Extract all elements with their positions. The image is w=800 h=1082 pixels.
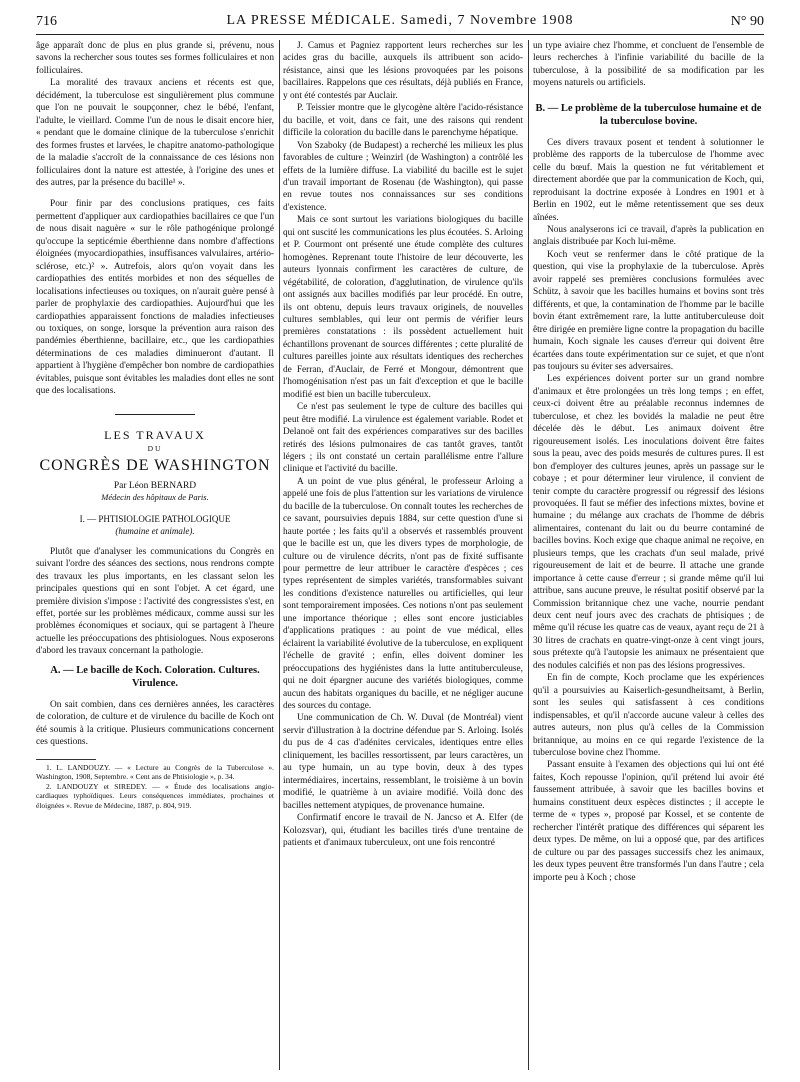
paragraph: On sait combien, dans ces dernières années, les caractères de coloration, de culture et de virulence du bacille de Koch ont été soumis à la critique. Plusieurs communications concernent ces questions. — [36, 699, 274, 748]
subsection-heading: B. — Le problème de la tuberculose humaine et de la tuberculose bovine. — [535, 102, 762, 127]
article-heading-du: DU — [147, 443, 163, 453]
paragraph: Nous analyserons ici ce travail, d'après la publication en anglais distribuée par Koch lui-même. — [533, 224, 764, 248]
subsection-heading: A. — Le bacille de Koch. Coloration. Cultures. Virulence. — [50, 664, 260, 689]
paragraph: Une communication de Ch. W. Duval (de Montréal) vient servir d'illustration à la doctrine défendue par S. Arloing. Isolés du pus de 4 cas d'adénites cervicales, identiques entre elles cliniquement, les bacilles ressortissent, par leurs caractères, un au type humain, un au type bovin, deux à des types intermédiaires, incertains, ressemblant, le troisième à un bovin modifié, le quatrième à un aviaire modifié. Voilà donc des bacilles nettement atypiques, de provenance humaine. — [283, 713, 523, 811]
page-header — [36, 12, 764, 35]
page-number: 716 — [36, 14, 57, 29]
paragraph: Ce n'est pas seulement le type de culture des bacilles qui peut être modifié. La virulence est également variable. Rodet et Delanoë ont fait des expériences comparatives sur des bacilles retirés des lésions pulmonaires de cas tantôt graves, tantôt légers ; ils ont constaté un certain parallélisme entre l'allure clinique et l'activité du bacille. — [283, 402, 523, 475]
column-2 — [283, 40, 523, 849]
issue-number: N° 90 — [730, 14, 764, 29]
paragraph: En fin de compte, Koch proclame que les expériences qu'il a poursuivies au Kaiserlich-gesundheitsamt, à Berlin, sont les seules qui satisfassent à ces conditions indispensables, et qu'il n'accorde aucune valeur à celles des autres auteurs, non plus qu'à celles de la Commission britannique, au moins en ce qui regarde l'existence de la tuberculose bovine chez l'homme. — [533, 673, 764, 759]
paragraph: Mais ce sont surtout les variations biologiques du bacille qui ont suscité les communications les plus écoutées. S. Arloing et P. Courmont ont présenté une étude complète des cultures homogènes. Reprenant toute l'histoire de leur découverte, les auteurs lyonnais confirment les caractères de culture, de végétabilité, de coloration, d'agglutination, de virulence qu'ils ont assignés aux bacilles modifiés par leur procédé. En outre, ils ont obtenu, depuis leurs travaux originels, de nouvelles cultures semblables, qui leur ont permis de vérifier leurs premières constatations : ils possèdent actuellement huit échantillons provenant de sources différentes ; cette pluralité de cultures pareilles jointe aux résultats identiques des recherches de Ferran, d'Auclair, de Ferré et Mongour, démontrent que l'homogénisation n'est pas un fait d'exception et que le bacille modifié est bien un bacille tuberculeux. — [283, 215, 523, 400]
paragraph: Passant ensuite à l'examen des objections qui lui ont été faites, Koch repousse l'opinion, qu'il prétend lui avoir été faussement attribuée, à savoir que les bacilles bovins et humains constituent deux espèces distinctes ; il accepte le terme de « types », proposé par Kossel, et se contente de rechercher l'intérêt pratique des différences qui séparent les deux types. De même, on lui a opposé que, par des artifices de culture ou par des passages successifs chez les animaux, les deux types peuvent être transformés l'un dans l'autre ; cela importe peu à Koch ; chose — [533, 760, 764, 883]
footnote: 2. LANDOUZY et SIREDEY. — « Étude des localisations angio-cardiaques typhoïdiques. Leurs conséquences immédiates, prochaines et éloignées ». Revue de Médecine, 1887, p. 804, 919. — [36, 781, 274, 810]
column-divider — [528, 40, 529, 1070]
footnote-rule — [36, 759, 96, 760]
column-divider — [279, 40, 280, 1070]
article-heading: LES TRAVAUX — [104, 427, 206, 442]
paragraph: La moralité des travaux anciens et récents est que, décidément, la tuberculose est singulièrement plus commune que l'on ne pouvait le soupçonner, chez le bébé, l'enfant, l'adulte, le vieillard. Comme l'un de nous le disait encore hier, « pendant que le domaine clinique de la tuberculose s'enrichit des formes frustes et larvées, le chapitre anatomo-pathologique de la maladie s'accroît de la connaissance de ces lésions non folliculaires dont la nature est attestée, à l'origine des unes et des autres, par la présence du bacille¹ ». — [36, 78, 274, 188]
paragraph: Koch veut se renfermer dans le côté pratique de la question, qui vise la prophylaxie de la tuberculose. Après avoir rappelé ses premières conclusions formulées avec Schütz, à savoir que les bacilles humains et bovins sont très différents, et que, la contamination de l'homme par le bacille bovin étant extrêmement rare, la lutte antituberculeuse doit être dirigée en première ligne contre la propagation du bacille humain, Koch signale les causes d'erreur qui doivent être écartées dans toute expérimentation sur ce sujet, et que n'ont pas toujours su éviter ses adversaires. — [533, 249, 764, 372]
article-title: CONGRÈS DE WASHINGTON — [39, 456, 271, 474]
paragraph: A un point de vue plus général, le professeur Arloing a appelé une fois de plus l'attention sur les variations de virulence du bacille de la tuberculose. On connaît toutes les recherches de ce savant, poursuivies depuis 1884, sur cette question d'une si haute portée ; les faits qu'il a observés et rassemblés prouvent que le bacille est un, que les divers types de morphologie, de culture ou de virulence décrits, n'ont pas de fixité suffisante pour permettre de leur attribuer le caractère d'espèces ; ces types représentent de simples variétés, transformables suivant les conditions d'existence naturelles ou artificielles, qui leur sont temporairement imposées. Ces notions n'ont pas seulement une importance théorique ; elles sont encore justiciables d'applications pratiques : au point de vue médical, elles éclairent la variabilité évolutive de la tuberculose, en expliquent l'échelle de gravité ; enfin, elles doivent dominer les préoccupations des hygiénistes dans la lutte antituberculeuse, qui ne doit épargner aucune des variétés biologiques, comme aucun des habitats organiques du bacille, et ne négliger aucune des sources du contage. — [283, 476, 523, 712]
footnote: 1. L. LANDOUZY. — « Lecture au Congrès de la Tuberculose ». Washington, 1908, Septembre. « Cent ans de Phtisiologie », p. 34. — [36, 762, 274, 782]
section-subheading: (humaine et animale). — [115, 525, 195, 536]
paragraph: Les expériences doivent porter sur un grand nombre d'animaux et être prolongées un très long temps ; en effet, ceux-ci doivent être au préalable reconnus indemnes de tuberculose, et chez les bovidés la maladie ne peut être décelée dès le début. Les animaux doivent être rigoureusement isolés. Les inoculations doivent être faites sous la peau, avec des poids mesurés de cultures pures. Il est bon d'employer des cultures jeunes, après un passage sur le cobaye ; et pour déterminer leur virulence, il convient de tenir compte du caractère progressif ou régressif des lésions provoquées. Il faut se méfier des infections mixtes, bovine et humaine ; du mélange aux crachats de l'homme de débris alimentaires, contenant du lait ou du beurre contaminé de bacilles bovins. Koch exige que chaque animal ne reçoive, en plusieurs temps, que les crachats d'un seul malade, privé rigoureusement de lait et de beurre. Il attache une grande importance à cette cause d'erreur ; si grande même qu'il lui attribue, sans aucune preuve, le résultat positif observé par la Commission britannique chez une vache, nourrie pendant deux cent neuf jours avec des crachats de phtisiques ; de même qu'il récuse les quatre cas de veaux, ayant reçu de 21 à 30 litres de crachats en quatre-vingt-onze à cent vingt jours, sous prétexte qu'à l'autopsie les animaux ne présentaient que des nodules calcifiés et non pas des lésions progressives. — [533, 374, 764, 671]
paragraph: Pour finir par des conclusions pratiques, ces faits permettent d'appliquer aux cardiopathies bacillaires ce que l'un de nous disait naguère « sur le rôle pathogénique prolongé qu'occupe la septicémie éberthienne dans nombre d'affections éloignées (myocardiopathies, insuffisances valvulaires, artério-sclérose, etc.)² ». Autrefois, alors qu'on voyait dans les cardiopathies des entités morbides et non des séquelles de localisations infectieuses ou toxiques, on n'aurait guère pensé à parler de prophylaxie des cardiopathies. Aujourd'hui que les cardiopathies apparaissent fonctions de maladies infectieuses ou toxiques, on songe, lorsque la prévention aura raison des pandémies éberthienne, bacillaire, etc., que les cardiopathies déterminations de ces maladies diminueront d'autant. Il appartient à l'hygiène d'empêcher bon nombre de cardiopathies évitables, puisque sont évitables les maladies dont elles ne sont que des localisations. — [36, 199, 274, 397]
column-3 — [533, 40, 764, 884]
paragraph: Plutôt que d'analyser les communications du Congrès en suivant l'ordre des séances des sections, nous rendrons compte des travaux les plus importants, en les classant selon les principales questions qui en sont l'objet. A cet égard, une première division s'impose : l'activité des congressistes s'est, en effet, portée sur les problèmes médicaux, comme aussi sur les problèmes économiques et sociaux, qui se partagent à l'heure actuelle les préoccupations des phtisiologues. Nous exposerons d'abord les travaux concernant la pathologie. — [36, 546, 274, 657]
paragraph: J. Camus et Pagniez rapportent leurs recherches sur les acides gras du bacille, auxquels ils attribuent son acido-résistance, ainsi que les lésions provoquées par les poisons bacillaires. Rappelons que ces résultats, déjà publiés en France, y ont été contestés par Auclair. — [283, 41, 523, 101]
paragraph: P. Teissier montre que le glycogène altère l'acido-résistance du bacille, et voit, dans ce fait, une des raisons qui rendent difficile la coloration du bacille dans le parenchyme hépatique. — [283, 103, 523, 139]
paragraph: âge apparaît donc de plus en plus grande si, prévenu, nous savons la rechercher sous toutes ses formes folliculaires et non folliculaires. — [36, 41, 274, 76]
paragraph: Ces divers travaux posent et tendent à solutionner le problème des rapports de la tuberculose de l'homme avec celle du bœuf. Mais la question ne fut véritablement et directement abordée que par la communication de Koch, qui, reproduisant la doctrine exposée à Londres en 1901 et à Berlin en 1902, eut le même retentissement que ses deux aînées. — [533, 137, 764, 223]
journal-title: LA PRESSE MÉDICALE. Samedi, 7 Novembre 1908 — [226, 13, 574, 28]
paragraph: Confirmatif encore le travail de N. Jancso et A. Elfer (de Kolozsvar), qui, étudiant les bacilles tirés d'une trentaine de patients et d'animaux tuberculeux, ont une fois rencontré — [283, 813, 523, 848]
paragraph: Von Szaboky (de Budapest) a recherché les milieux les plus favorables de culture ; Weinzirl (de Washington) a contrôlé les effets de la lumière diffuse. La viabilité du bacille est le sujet d'un travail important de Rosenau (de Washington), qui passe en revue toutes nos connaissances sur ses conditions d'existence. — [283, 140, 523, 213]
author: Par Léon BERNARD — [113, 480, 197, 491]
separator — [115, 414, 195, 415]
paragraph: un type aviaire chez l'homme, et concluent de l'ensemble de leurs recherches à l'infinie variabilité du bacille de la tuberculose, à la possibilité de sa modification par les moyens naturels ou artificiels. — [533, 41, 764, 89]
author-role: Médecin des hôpitaux de Paris. — [101, 491, 209, 502]
section-heading: I. — PHTISIOLOGIE PATHOLOGIQUE — [79, 513, 231, 524]
column-1 — [36, 40, 274, 810]
